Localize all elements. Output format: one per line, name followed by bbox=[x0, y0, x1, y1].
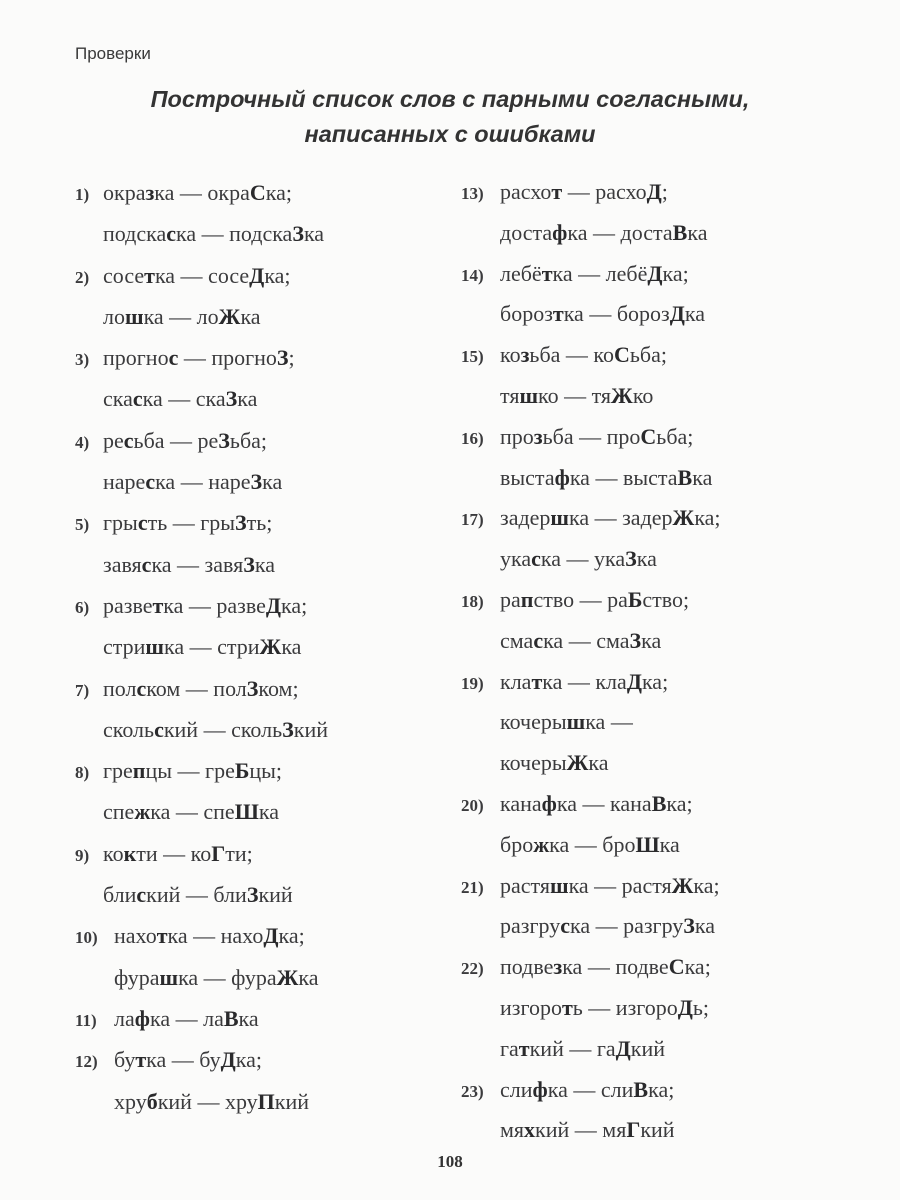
highlighted-consonant: З bbox=[243, 551, 255, 577]
entry-line bbox=[75, 709, 445, 750]
highlighted-consonant: Д bbox=[669, 301, 685, 327]
highlighted-consonant: Д bbox=[249, 262, 265, 288]
highlighted-consonant: Д bbox=[265, 592, 282, 618]
word-pair: задершка — задерЖка; bbox=[500, 505, 721, 531]
highlighted-consonant: п bbox=[520, 586, 534, 612]
word-pair: кочерыЖка bbox=[500, 750, 609, 776]
entry-line bbox=[75, 998, 445, 1039]
highlighted-consonant: Г bbox=[211, 840, 226, 866]
entry-number: 9) bbox=[75, 845, 90, 865]
entry-line bbox=[75, 172, 445, 213]
entry-line bbox=[461, 1070, 861, 1111]
highlighted-consonant: З bbox=[683, 913, 695, 939]
highlighted-consonant: В bbox=[677, 464, 693, 490]
highlighted-consonant: Д bbox=[615, 1035, 631, 1061]
word-pair: завяска — завяЗка bbox=[103, 551, 275, 577]
entry-line bbox=[461, 621, 861, 662]
word-pair: спежка — спеШка bbox=[103, 799, 279, 825]
highlighted-consonant: б bbox=[146, 1088, 158, 1114]
highlighted-consonant: с bbox=[132, 386, 143, 412]
entry-line bbox=[75, 833, 445, 874]
entry-line bbox=[75, 420, 445, 461]
highlighted-consonant: З bbox=[246, 675, 259, 701]
highlighted-consonant: З bbox=[282, 716, 294, 742]
right-column bbox=[461, 172, 861, 1151]
word-pair: кочерышка — bbox=[500, 709, 633, 735]
highlighted-consonant: ш bbox=[159, 964, 179, 990]
highlighted-consonant: с bbox=[137, 510, 148, 536]
word-pair: мяхкий — мяГкий bbox=[500, 1117, 675, 1143]
word-pair: расхот — расхоД; bbox=[500, 179, 668, 204]
entry-number: 17) bbox=[461, 510, 484, 530]
highlighted-consonant: Ж bbox=[671, 872, 694, 898]
entry-line bbox=[461, 702, 861, 743]
word-pair: козьба — коСьба; bbox=[500, 342, 667, 368]
word-pair: растяшка — растяЖка; bbox=[500, 872, 720, 898]
highlighted-consonant: с bbox=[531, 546, 541, 572]
highlighted-consonant: т bbox=[518, 1035, 530, 1061]
word-pair: разгруска — разгруЗка bbox=[500, 913, 716, 939]
highlighted-consonant: ф bbox=[554, 464, 570, 490]
entry-line bbox=[75, 585, 445, 626]
highlighted-consonant: С bbox=[249, 180, 266, 205]
word-pair: полском — полЗком; bbox=[103, 675, 299, 701]
entry-line bbox=[461, 988, 861, 1029]
highlighted-consonant: ш bbox=[145, 634, 164, 660]
highlighted-consonant: Ж bbox=[218, 303, 241, 329]
highlighted-consonant: ж bbox=[134, 799, 151, 825]
highlighted-consonant: т bbox=[156, 923, 168, 949]
highlighted-consonant: с bbox=[145, 469, 156, 495]
word-pair: сосетка — сосеДка; bbox=[103, 262, 291, 288]
highlighted-consonant: Ж bbox=[672, 505, 695, 531]
entry-line bbox=[75, 626, 445, 667]
entry-line bbox=[75, 915, 445, 956]
entry-number: 7) bbox=[75, 680, 90, 700]
word-pair: окразка — окраСка; bbox=[103, 180, 292, 205]
highlighted-consonant: З bbox=[250, 469, 263, 495]
entry-line bbox=[75, 791, 445, 832]
entry-line bbox=[461, 335, 861, 376]
highlighted-consonant: х bbox=[524, 1117, 536, 1143]
entry-number: 10) bbox=[75, 928, 98, 948]
entry-line bbox=[461, 172, 861, 213]
word-pair: лебётка — лебёДка; bbox=[500, 260, 689, 286]
highlighted-consonant: з bbox=[553, 954, 563, 980]
entry-line bbox=[461, 866, 861, 907]
entry-line bbox=[75, 1081, 445, 1122]
entry-line bbox=[461, 498, 861, 539]
highlighted-consonant: П bbox=[257, 1088, 275, 1114]
entry-number: 19) bbox=[461, 673, 484, 693]
word-pair: брожка — броШка bbox=[500, 831, 680, 857]
word-pair: канафка — канаВка; bbox=[500, 790, 693, 816]
highlighted-consonant: з bbox=[520, 342, 530, 368]
entry-number: 18) bbox=[461, 591, 484, 611]
highlighted-consonant: т bbox=[135, 1047, 147, 1073]
entry-number: 1) bbox=[75, 185, 90, 204]
entry-line bbox=[461, 458, 861, 499]
word-pair: рапство — раБство; bbox=[500, 586, 690, 612]
entry-number: 4) bbox=[75, 432, 90, 452]
word-pair: смаска — смаЗка bbox=[500, 627, 662, 653]
highlighted-consonant: Д bbox=[677, 994, 693, 1020]
highlighted-consonant: В bbox=[672, 219, 688, 245]
entry-number: 21) bbox=[461, 877, 484, 897]
highlighted-consonant: с bbox=[136, 882, 147, 908]
word-pair: ресьба — реЗьба; bbox=[103, 427, 268, 453]
entry-number: 14) bbox=[461, 265, 484, 285]
left-column bbox=[75, 172, 445, 1122]
entry-number: 20) bbox=[461, 795, 484, 815]
highlighted-consonant: Д bbox=[626, 668, 642, 694]
highlighted-consonant: ф bbox=[134, 1005, 150, 1031]
entry-number: 5) bbox=[75, 515, 90, 535]
entry-line bbox=[75, 957, 445, 998]
highlighted-consonant: Ж bbox=[259, 634, 282, 660]
highlighted-consonant: з bbox=[533, 423, 543, 449]
entry-line bbox=[75, 378, 445, 419]
entry-line bbox=[75, 337, 445, 378]
word-pair: нареска — нареЗка bbox=[103, 469, 283, 495]
highlighted-consonant: ш bbox=[549, 872, 569, 898]
highlighted-consonant: с bbox=[123, 427, 134, 453]
highlighted-consonant: Д bbox=[263, 923, 279, 949]
word-pair: тяшко — тяЖко bbox=[500, 382, 654, 408]
highlighted-consonant: В bbox=[633, 1076, 649, 1102]
word-pair: лафка — лаВка bbox=[114, 1005, 259, 1031]
title-line-1: Построчный список слов с парными согласными, bbox=[150, 86, 750, 112]
highlighted-consonant: Ж bbox=[566, 750, 589, 776]
highlighted-consonant: З bbox=[235, 510, 247, 536]
word-pair: хрубкий — хруПкий bbox=[114, 1088, 310, 1114]
entry-line bbox=[461, 213, 861, 254]
highlighted-consonant: т bbox=[561, 994, 573, 1020]
highlighted-consonant: З bbox=[629, 627, 642, 653]
highlighted-consonant: С bbox=[640, 423, 657, 449]
word-pair: прогнос — прогноЗ; bbox=[103, 345, 295, 371]
entry-number: 15) bbox=[461, 347, 484, 367]
entry-line bbox=[461, 376, 861, 417]
title-line-2: написанных с ошибками bbox=[304, 121, 596, 147]
entry-line bbox=[75, 296, 445, 337]
entry-line bbox=[461, 417, 861, 458]
highlighted-consonant: С bbox=[668, 954, 685, 980]
entry-line bbox=[461, 784, 861, 825]
highlighted-consonant: т bbox=[144, 262, 155, 288]
highlighted-consonant: В bbox=[651, 790, 667, 816]
highlighted-consonant: Г bbox=[626, 1117, 641, 1143]
word-pair: слифка — слиВка; bbox=[500, 1076, 675, 1102]
section-header: Проверки bbox=[75, 44, 151, 63]
entry-number: 23) bbox=[461, 1081, 484, 1101]
word-pair: бутка — буДка; bbox=[114, 1047, 263, 1073]
word-pair: гаткий — гаДкий bbox=[500, 1035, 666, 1061]
entry-number: 8) bbox=[75, 763, 90, 783]
word-pair: грысть — грыЗть; bbox=[103, 510, 273, 536]
highlighted-consonant: т bbox=[551, 179, 563, 204]
entry-number: 16) bbox=[461, 428, 484, 448]
highlighted-consonant: Ж bbox=[276, 964, 299, 990]
entry-line bbox=[461, 580, 861, 621]
word-pair: достафка — достаВка bbox=[500, 219, 708, 245]
entry-line bbox=[75, 502, 445, 543]
highlighted-consonant: ш bbox=[124, 303, 144, 329]
highlighted-consonant: З bbox=[218, 427, 230, 453]
entry-line bbox=[461, 825, 861, 866]
highlighted-consonant: с bbox=[154, 716, 164, 742]
word-pair: укаска — укаЗка bbox=[500, 546, 657, 572]
entry-line bbox=[461, 947, 861, 988]
word-pair: разветка — развеДка; bbox=[103, 592, 308, 618]
entry-line bbox=[461, 743, 861, 784]
highlighted-consonant: З bbox=[625, 546, 637, 572]
entry-line bbox=[461, 254, 861, 295]
highlighted-consonant: Ш bbox=[635, 831, 660, 857]
entry-number: 3) bbox=[75, 350, 90, 370]
highlighted-consonant: Б bbox=[627, 586, 643, 612]
highlighted-consonant: ф bbox=[541, 790, 557, 816]
highlighted-consonant: т bbox=[152, 592, 164, 618]
entry-line bbox=[75, 213, 445, 254]
entry-line bbox=[461, 662, 861, 703]
entry-number: 13) bbox=[461, 184, 484, 203]
highlighted-consonant: З bbox=[292, 221, 304, 247]
highlighted-consonant: ш bbox=[566, 709, 586, 735]
entry-line bbox=[75, 668, 445, 709]
word-pair: кокти — коГти; bbox=[103, 840, 253, 866]
highlighted-consonant: з bbox=[145, 180, 155, 205]
highlighted-consonant: З bbox=[276, 345, 289, 371]
entry-number: 2) bbox=[75, 267, 90, 287]
entry-line bbox=[75, 461, 445, 502]
word-pair: грепцы — греБцы; bbox=[103, 758, 283, 784]
highlighted-consonant: с bbox=[166, 221, 176, 247]
word-pair: подскаска — подскаЗка bbox=[103, 221, 325, 247]
highlighted-consonant: З bbox=[246, 882, 259, 908]
highlighted-consonant: ш bbox=[519, 382, 539, 408]
entry-line bbox=[461, 906, 861, 947]
highlighted-consonant: с bbox=[136, 675, 147, 701]
entry-line bbox=[461, 1110, 861, 1151]
word-pair: прозьба — проСьба; bbox=[500, 423, 694, 449]
entry-line bbox=[75, 1039, 445, 1080]
entry-number: 6) bbox=[75, 597, 90, 617]
highlighted-consonant: т bbox=[531, 668, 543, 694]
word-pair: фурашка — фураЖка bbox=[114, 964, 319, 990]
word-pair: блиский — блиЗкий bbox=[103, 882, 293, 908]
highlighted-consonant: В bbox=[223, 1005, 239, 1031]
highlighted-consonant: т bbox=[541, 260, 553, 286]
page-title bbox=[0, 82, 900, 152]
word-pair: скольский — скольЗкий bbox=[103, 716, 328, 742]
highlighted-consonant: с bbox=[141, 551, 152, 577]
word-pair: выстафка — выстаВка bbox=[500, 464, 713, 490]
word-pair: борoзтка — борозДка bbox=[500, 301, 705, 327]
entry-line bbox=[461, 539, 861, 580]
highlighted-consonant: ж bbox=[533, 831, 550, 857]
entry-line bbox=[75, 544, 445, 585]
highlighted-consonant: З bbox=[225, 386, 238, 412]
word-pair: клатка — клаДка; bbox=[500, 668, 669, 694]
word-pair: лошка — лоЖка bbox=[103, 303, 261, 329]
word-pair: скаска — скаЗка bbox=[103, 386, 258, 412]
highlighted-consonant: ф bbox=[552, 219, 568, 245]
entry-number: 22) bbox=[461, 959, 484, 979]
highlighted-consonant: С bbox=[613, 342, 630, 368]
entry-number: 12) bbox=[75, 1052, 98, 1072]
highlighted-consonant: т bbox=[552, 301, 564, 327]
highlighted-consonant: Д bbox=[647, 260, 663, 286]
entry-line bbox=[461, 294, 861, 335]
highlighted-consonant: Ж bbox=[611, 382, 633, 408]
word-pair: изгороть — изгороДь; bbox=[500, 994, 710, 1020]
highlighted-consonant: п bbox=[132, 758, 146, 784]
highlighted-consonant: Д bbox=[220, 1047, 236, 1073]
word-pair: подвезка — подвеСка; bbox=[500, 954, 711, 980]
entry-line bbox=[75, 255, 445, 296]
highlighted-consonant: с bbox=[533, 627, 544, 653]
entry-number: 11) bbox=[75, 1010, 97, 1030]
highlighted-consonant: с bbox=[168, 345, 179, 371]
highlighted-consonant: Б bbox=[234, 758, 250, 784]
highlighted-consonant: ш bbox=[550, 505, 569, 531]
highlighted-consonant: с bbox=[560, 913, 570, 939]
entry-line bbox=[461, 1029, 861, 1070]
highlighted-consonant: ф bbox=[532, 1076, 548, 1102]
entry-line bbox=[75, 874, 445, 915]
highlighted-consonant: Д bbox=[646, 179, 662, 204]
page-number: 108 bbox=[437, 1152, 463, 1171]
word-pair: нахотка — нахоДка; bbox=[114, 923, 305, 949]
highlighted-consonant: к bbox=[123, 840, 137, 866]
word-pair: стришка — стриЖка bbox=[103, 634, 302, 660]
highlighted-consonant: Ш bbox=[234, 799, 259, 825]
entry-line bbox=[75, 750, 445, 791]
